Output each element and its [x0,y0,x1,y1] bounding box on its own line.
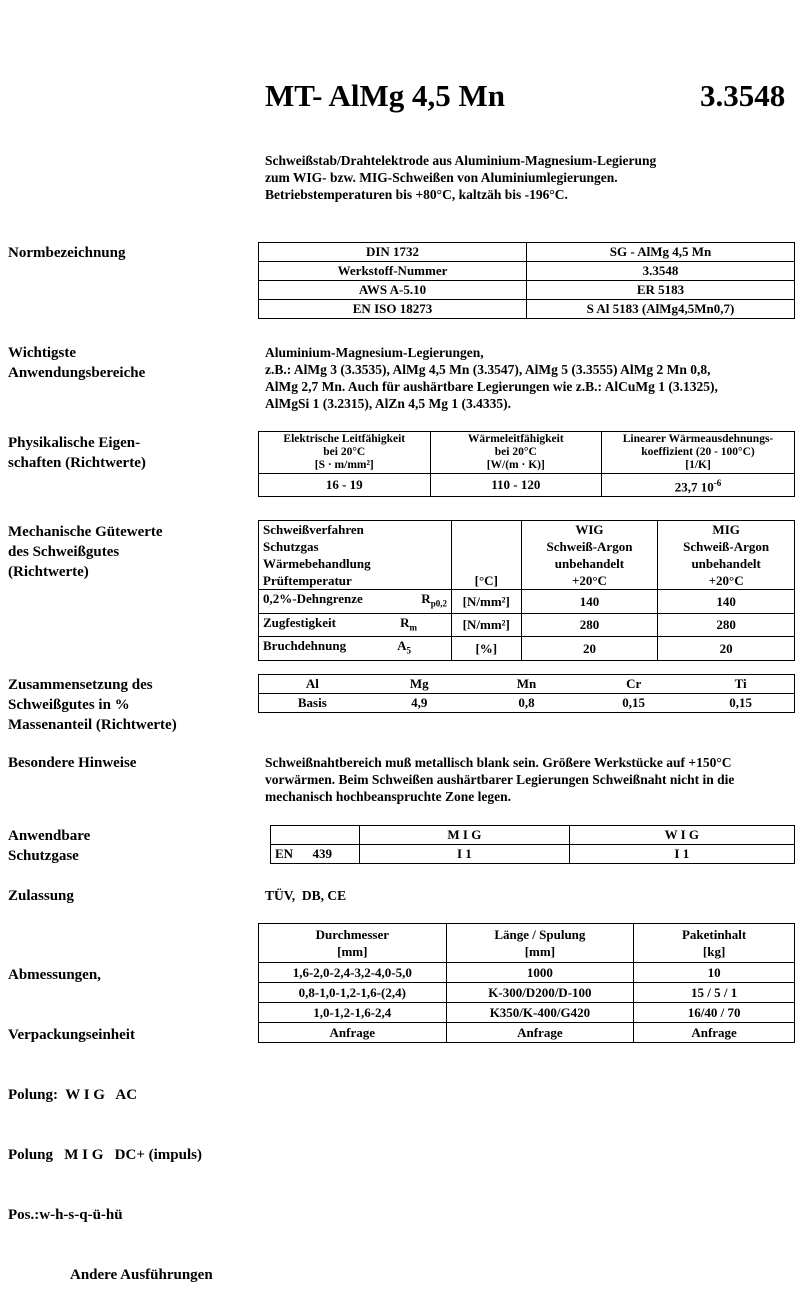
header-line: Schweiß-Argon [683,539,770,554]
table-cell [259,924,447,963]
application-label [8,343,145,383]
symbol: R [421,591,431,606]
label-line: Massenanteil (Richtwerte) [8,717,177,733]
header-line: Linearer Wärmeausdehnungs- [622,433,774,445]
table-cell [259,590,452,614]
table-row [259,983,795,1003]
label-line: Zusammensetzung des [8,677,153,693]
header-line: bei 20°C [494,446,537,458]
mechanical-table [258,520,795,661]
table-cell: [°C] [451,521,521,590]
table-cell: 4,9 [366,694,473,713]
label-line: Polung M I G DC+ (impuls) [8,1147,202,1163]
table-cell: Anfrage [259,1023,447,1043]
table-row [259,963,795,983]
header-line: [S · m/mm²] [314,459,374,471]
header-line: [mm] [337,944,368,959]
table-cell: Al [259,675,366,694]
table-cell: 1000 [446,963,634,983]
mechanical-label [8,522,163,582]
table-cell: 1,0-1,2-1,6-2,4 [259,1003,447,1023]
label-line: Schutzgase [8,848,79,864]
norm-table [258,242,795,319]
label-line: Polung: W I G AC [8,1087,138,1103]
table-row [259,281,795,300]
table-row [259,613,795,637]
table-row [259,1023,795,1043]
intro-line: zum WIG- bzw. MIG-Schweißen von Aluminiumlegierungen. [265,170,618,185]
header-line: [mm] [524,944,556,959]
property-symbol [397,637,411,660]
composition-table [258,674,795,713]
label-line: Mechanische Gütewerte [8,524,163,540]
symbol-sub: 5 [406,645,411,656]
label-line: Schweißgutes in % [8,697,130,713]
table-cell: AWS A-5.10 [259,281,527,300]
table-cell: EN 439 [271,845,360,864]
symbol-sub: p0,2 [430,598,447,609]
table-cell: 0,15 [580,694,687,713]
table-cell: 140 [658,590,795,614]
table-cell [602,432,795,474]
table-cell: ER 5183 [527,281,795,300]
label-line: Anwendbare [8,828,91,844]
property-symbol [400,614,417,637]
property-name: Zugfestigkeit [263,614,336,630]
table-cell: 280 [521,613,658,637]
table-cell: Anfrage [446,1023,634,1043]
header-line: [W/(m · K)] [486,459,545,471]
value-text: 23,7 10 [674,479,714,495]
table-cell: 16 - 19 [259,474,431,497]
header-line: [1/K] [685,459,711,471]
header-line: bei 20°C [323,446,366,458]
shielding-gas-table [270,825,795,864]
table-row [259,637,795,661]
table-cell: 10 [634,963,795,983]
table-cell: W I G [569,826,794,845]
dimensions-table [258,923,795,1043]
dimensions-labels [8,925,213,1305]
table-cell: M I G [360,826,570,845]
table-row [259,924,795,963]
table-cell: I 1 [569,845,794,864]
physical-label [8,433,146,473]
header-line: +20°C [708,573,744,588]
header-line: MIG [712,522,740,537]
intro-text [265,152,656,203]
product-title: MT- AlMg 4,5 Mn [265,78,505,113]
table-row [259,243,795,262]
table-cell [271,826,360,845]
table-cell: 0,8 [473,694,580,713]
table-cell [259,637,452,661]
header-line: Prüftemperatur [263,573,352,588]
text-line: Aluminium-Magnesium-Legierungen, [265,345,484,360]
header-line: Länge / Spulung [494,927,586,942]
label-line: Wichtigste [8,345,77,361]
physical-table [258,431,795,497]
table-cell: DIN 1732 [259,243,527,262]
table-cell: 0,8-1,0-1,2-1,6-(2,4) [259,983,447,1003]
table-cell: EN ISO 18273 [259,300,527,319]
table-row [271,845,795,864]
label-line: schaften (Richtwerte) [8,455,146,471]
table-cell [446,924,634,963]
table-row [259,590,795,614]
label-line: Abmessungen, [8,967,101,983]
text-line: mechanisch hochbeanspruchte Zone legen. [265,789,512,804]
notes-text [265,754,734,805]
shielding-gas-label [8,826,90,866]
table-cell: Basis [259,694,366,713]
table-cell: Mn [473,675,580,694]
header-line: [kg] [702,944,726,959]
table-row [259,521,795,590]
table-cell: [N/mm²] [451,613,521,637]
table-cell [430,432,602,474]
symbol: A [397,638,407,654]
table-cell: 20 [521,637,658,661]
approval-label: Zulassung [8,888,74,904]
table-cell: Cr [580,675,687,694]
text-line: AlMgSi 1 (3.2315), AlZn 4,5 Mg 1 (3.4335). [265,396,511,411]
table-cell [521,521,658,590]
label-line: Andere Ausführungen [70,1267,213,1283]
exponent: -6 [713,478,722,488]
property-symbol [421,590,447,613]
table-cell: Mg [366,675,473,694]
table-cell: SG - AlMg 4,5 Mn [527,243,795,262]
table-cell: 20 [658,637,795,661]
norm-label: Normbezeichnung [8,245,126,261]
header-line: koeffizient (20 - 100°C) [641,446,755,458]
application-text [265,344,718,412]
table-cell: K350/K-400/G420 [446,1003,634,1023]
table-cell: K-300/D200/D-100 [446,983,634,1003]
header-line: Wärmeleitfähigkeit [467,433,564,445]
property-name: 0,2%-Dehngrenze [263,591,363,606]
table-row [259,474,795,497]
header-line: +20°C [571,573,607,588]
label-line: Pos.:w-h-s-q-ü-hü [8,1207,123,1223]
composition-label [8,675,177,735]
table-cell: Werkstoff-Nummer [259,262,527,281]
table-row [259,675,795,694]
text-line: vorwärmen. Beim Schweißen aushärtbarer Legierungen Schweißnaht nicht in die [265,772,735,787]
table-cell: 110 - 120 [430,474,602,497]
label-line: (Richtwerte) [8,564,89,580]
intro-line: Schweißstab/Drahtelektrode aus Aluminium-Magnesium-Legierung [265,153,657,168]
table-cell: S Al 5183 (AlMg4,5Mn0,7) [527,300,795,319]
table-cell: 280 [658,613,795,637]
text-line: Schweißnahtbereich muß metallisch blank sein. Größere Werkstücke auf +150°C [265,755,732,770]
table-cell [259,613,452,637]
notes-label: Besondere Hinweise [8,755,137,771]
table-cell: 15 / 5 / 1 [634,983,795,1003]
table-cell: 0,15 [687,694,794,713]
table-cell [259,432,431,474]
table-row [271,826,795,845]
header-line: unbehandelt [691,556,761,571]
property-name: Bruchdehnung [263,638,347,654]
table-cell: 140 [521,590,658,614]
header-line: WIG [575,522,604,537]
label-line: Verpackungseinheit [8,1027,135,1043]
table-cell: 3.3548 [527,262,795,281]
material-number: 3.3548 [700,78,786,113]
table-cell: 16/40 / 70 [634,1003,795,1023]
table-cell: Anfrage [634,1023,795,1043]
table-cell: [%] [451,637,521,661]
label-line: des Schweißgutes [8,544,120,560]
header-line: Wärmebehandlung [263,556,371,571]
header-line: Durchmesser [315,927,389,942]
table-cell [658,521,795,590]
table-row [259,1003,795,1023]
table-row [259,694,795,713]
table-cell: 1,6-2,0-2,4-3,2-4,0-5,0 [259,963,447,983]
header-line: unbehandelt [554,556,625,571]
label-line: Physikalische Eigen- [8,435,141,451]
header-line: Elektrische Leitfähigkeit [283,433,406,445]
text-line: AlMg 2,7 Mn. Auch für aushärtbare Legierungen wie z.B.: AlCuMg 1 (3.1325), [265,379,718,394]
label-line: Anwendungsbereiche [8,365,146,381]
header-line: Paketinhalt [681,927,747,942]
table-cell [259,521,452,590]
header-line: Schutzgas [263,539,319,554]
table-row [259,432,795,474]
symbol: R [400,614,410,630]
approval-value: TÜV, DB, CE [265,888,347,903]
table-row [259,262,795,281]
text-line: z.B.: AlMg 3 (3.3535), AlMg 4,5 Mn (3.3547), AlMg 5 (3.3555) AlMg 2 Mn 0,8, [265,362,711,377]
header-line: Schweiß-Argon [546,539,633,554]
table-cell [602,474,795,497]
table-cell: Ti [687,675,794,694]
table-cell [634,924,795,963]
symbol-sub: m [409,622,417,633]
table-cell: I 1 [360,845,570,864]
intro-line: Betriebstemperaturen bis +80°C, kaltzäh bis -196°C. [265,187,568,202]
header-line: Schweißverfahren [263,522,364,537]
table-row [259,300,795,319]
table-cell: [N/mm²] [451,590,521,614]
